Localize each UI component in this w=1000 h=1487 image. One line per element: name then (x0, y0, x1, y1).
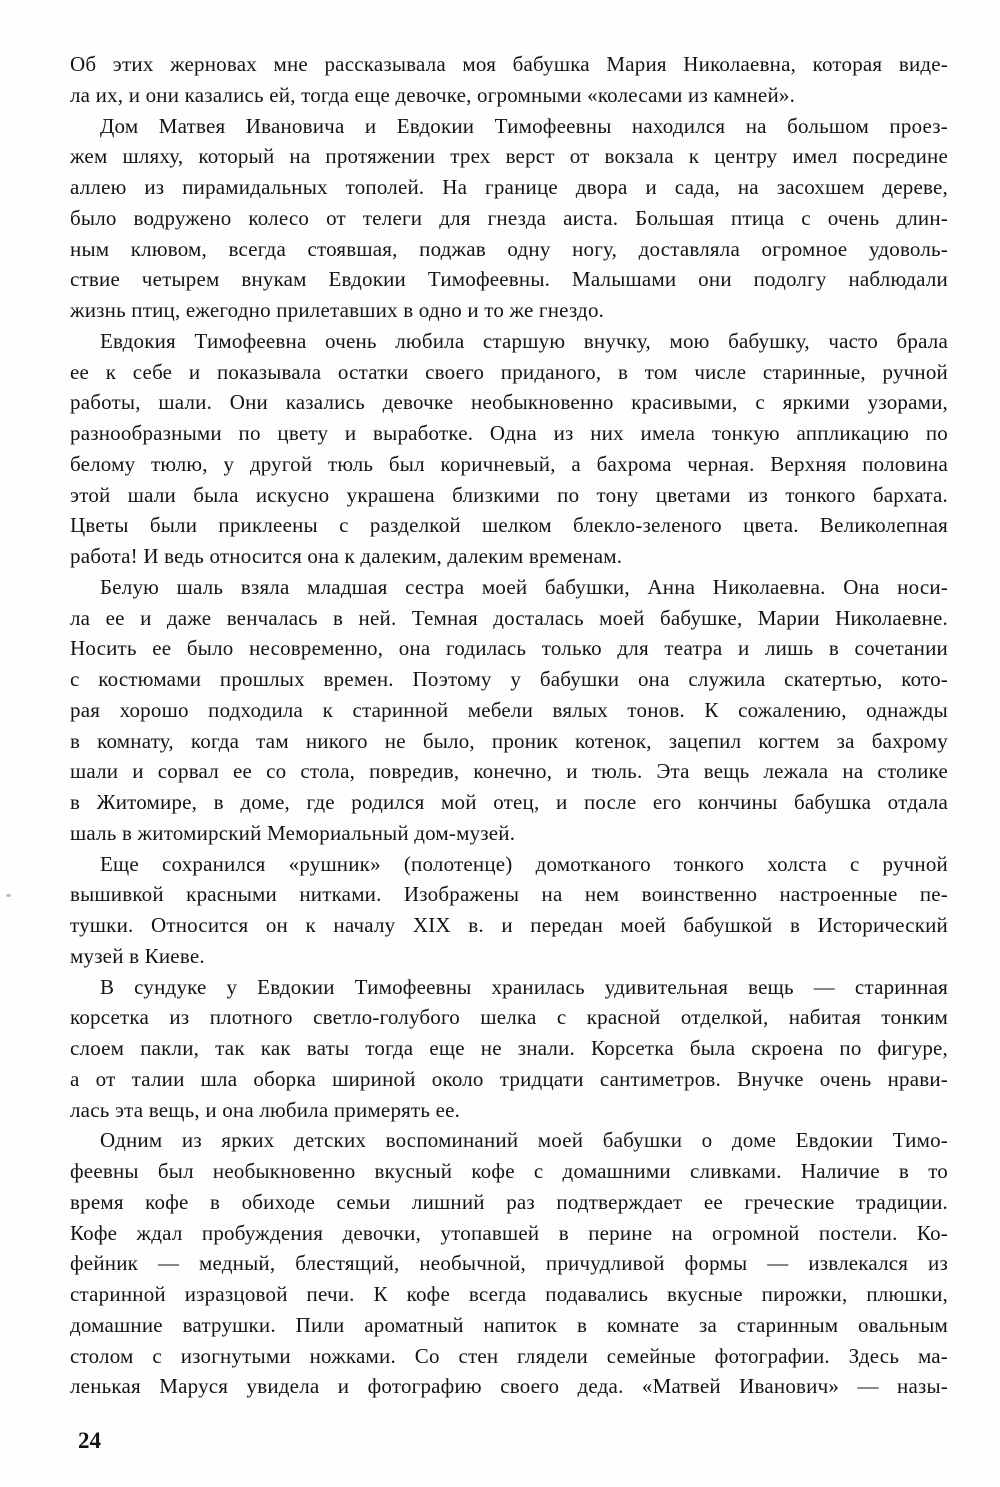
text-line: в комнату, когда там никого не было, проник котенок, зацепил когтем за бахрому (70, 728, 948, 753)
text-line: тушки. Относится он к началу XIX в. и передан моей бабушкой в Исторический (70, 913, 948, 937)
text-line: ным клювом, всегда стоявшая, поджав одну ногу, доставляла огромное удоволь- (70, 236, 948, 261)
text-line: корсетка из плотного светло-голубого шелка с красной отделкой, набитая тонким (70, 1005, 948, 1030)
text-line: Кофе ждал пробуждения девочки, утопавшей в перине на огромной постели. Ко- (70, 1220, 948, 1245)
text-line: феевны был необыкновенно вкусный кофе с домашними сливками. Наличие в то (70, 1159, 948, 1183)
page-number: 24 (78, 1428, 101, 1453)
text-line: В сундуке у Евдокии Тимофеевны хранилась удивительная вещь — старинная (100, 974, 948, 999)
text-line: старинной изразцовой печи. К кофе всегда подавались вкусные пирожки, плюшки, (70, 1282, 948, 1306)
text-line: работы, шали. Они казались девочке необыкновенно красивыми, с яркими узорами, (70, 390, 948, 415)
text-line: разнообразными по цвету и выработке. Одна из них имела тонкую аппликацию по (70, 421, 948, 445)
text-line: жизнь птиц, ежегодно прилетавших в одно и то же гнездо. (70, 298, 605, 322)
paragraph (70, 849, 948, 972)
text-line: время кофе в обиходе семьи лишний раз подтверждает ее греческие традиции. (70, 1189, 948, 1214)
text-line: работа! И ведь относится она к далеким, далеким временам. (70, 544, 623, 568)
text-line: домашние ватрушки. Пили ароматный напиток в комнате за старинным овальным (70, 1312, 948, 1337)
text-line: музей в Киеве. (70, 943, 205, 968)
text-line: в Житомире, в доме, где родился мой отец, и после его кончины бабушка отдала (70, 790, 948, 814)
text-line: Еще сохранился «рушник» (полотенце) домотканого тонкого холста с ручной (100, 851, 948, 876)
paragraph (70, 111, 948, 326)
text-line: Евдокия Тимофеевна очень любила старшую внучку, мою бабушку, часто брала (100, 328, 948, 353)
text-line: белому тюлю, у другой тюль был коричневый, а бахрома черная. Верхняя половина (70, 451, 948, 476)
text-line: лась эта вещь, и она любила примерять ее. (70, 1097, 461, 1122)
text-line: фейник — медный, блестящий, необычной, причудливой формы — извлекался из (70, 1251, 948, 1276)
text-line: ствие четырем внукам Евдокии Тимофеевны. Малышами они подолгу наблюдали (70, 267, 948, 292)
text-line: ленькая Маруся увидела и фотографию своего деда. «Матвей Иванович» — назы- (70, 1374, 948, 1399)
paragraph (70, 572, 948, 849)
text-line: Белую шаль взяла младшая сестра моей бабушки, Анна Николаевна. Она носи- (100, 574, 948, 599)
text-line: столом с изогнутыми ножками. Со стен глядели семейные фотографии. Здесь ма- (70, 1343, 948, 1368)
text-line: Цветы были приклеены с разделкой шелком блекло-зеленого цвета. Великолепная (70, 513, 948, 538)
text-line: этой шали была искусно украшена близкими по тону цветами из тонкого бархата. (70, 482, 948, 507)
text-line: Дом Матвея Ивановича и Евдокии Тимофеевны находился на большом проез- (100, 113, 948, 138)
paragraph (70, 972, 948, 1126)
text-line: вышивкой красными нитками. Изображены на нем воинственно настроенные пе- (70, 882, 948, 907)
text-line: с костюмами прошлых времен. Поэтому у бабушки она служила скатертью, кото- (70, 667, 948, 691)
text-line: аллею из пирамидальных тополей. На границе двора и сада, на засохшем дереве, (70, 175, 948, 199)
text-line: Об этих жерновах мне рассказывала моя бабушка Мария Николаевна, которая виде- (70, 52, 948, 76)
text-line: а от талии шла оборка шириной около тридцати сантиметров. Внучке очень нрави- (70, 1066, 948, 1091)
scan-artifact (6, 894, 11, 897)
text-line: Одним из ярких детских воспоминаний моей бабушки о доме Евдокии Тимо- (100, 1128, 948, 1153)
text-line: ла ее и даже венчалась в ней. Темная досталась моей бабушке, Марии Николаевне. (70, 605, 948, 630)
text-block (70, 49, 948, 1402)
text-line: было водружено колесо от телеги для гнезда аиста. Большая птица с очень длин- (70, 205, 948, 230)
paragraph (70, 326, 948, 572)
text-line: рая хорошо подходила к старинной мебели вялых тонов. К сожалению, однажды (70, 697, 948, 722)
text-line: шали и сорвал ее со стола, повредив, конечно, и тюль. Эта вещь лежала на столике (70, 759, 948, 784)
text-line: слоем пакли, так как ваты тогда еще не знали. Корсетка была скроена по фигуре, (70, 1036, 948, 1060)
paragraph (70, 49, 948, 111)
paragraph (70, 1125, 948, 1402)
text-line: Носить ее было несовременно, она годилась только для театра и лишь в сочетании (70, 636, 948, 661)
text-line: ее к себе и показывала остатки своего приданого, в том числе старинные, ручной (70, 359, 948, 384)
text-line: ла их, и они казались ей, тогда еще девочке, огромными «колесами из камней». (70, 82, 796, 107)
text-line: жем шляху, который на протяжении трех верст от вокзала к центру имел посредине (70, 144, 948, 169)
text-line: шаль в житомирский Мемориальный дом-музей. (70, 820, 516, 845)
